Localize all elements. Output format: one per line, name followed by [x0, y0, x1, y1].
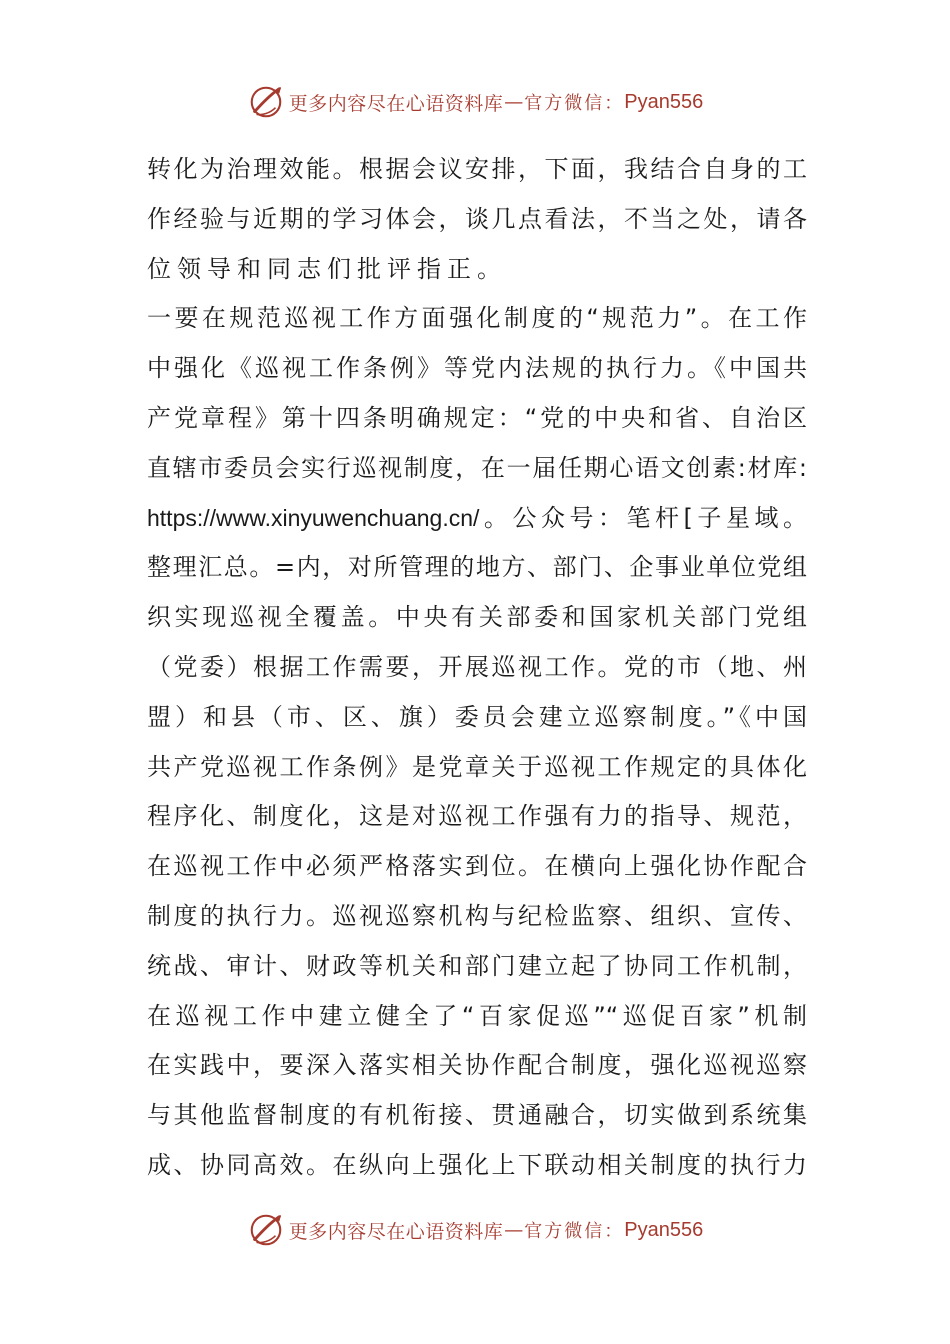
body-line: 成、协同高效。在纵向上强化上下联动相关制度的执行力 [147, 1150, 807, 1179]
body-line: 织实现巡视全覆盖。中央有关部委和国家机关部门党组 [147, 603, 807, 632]
pen-logo-icon [247, 83, 285, 121]
body-line: （党委）根据工作需要，开展巡视工作。党的市（地、州 [147, 652, 807, 681]
body-line: 整理汇总。=内，对所管理的地方、部门、企事业单位党组 [147, 553, 807, 582]
body-line: 产党章程》第十四条明确规定：“党的中央和省、自治区 [147, 403, 807, 432]
body-line: 程序化、制度化，这是对巡视工作强有力的指导、规范， [147, 802, 807, 831]
footer-banner [0, 1208, 950, 1252]
body-line: 作经验与近期的学习体会，谈几点看法，不当之处，请各 [147, 204, 807, 233]
website-url-text: https://www.xinyuwenchuang.cn/ [147, 504, 480, 531]
body-line-rest: 。公众号：笔杆[子星域。 [479, 503, 807, 532]
body-line: 与其他监督制度的有机衔接、贯通融合，切实做到系统集 [147, 1101, 807, 1130]
pen-logo-icon [247, 1211, 285, 1249]
banner-separator: — [504, 91, 524, 113]
header-banner [0, 80, 950, 124]
body-line: 转化为治理效能。根据会议安排，下面，我结合自身的工 [147, 155, 807, 183]
body-line: 位领导和同志们批评指正。 [147, 254, 507, 283]
banner-wechat-id: Pyan556 [624, 1218, 704, 1241]
body-line: 在巡视工作中建立健全了“百家促巡”“巡促百家”机制 [147, 1001, 807, 1030]
body-line: 在实践中，要深入落实相关协作配合制度，强化巡视巡察 [147, 1051, 807, 1080]
body-line-with-url [147, 494, 807, 544]
banner-brand-text: 更多内容尽在心语资料库 [288, 92, 504, 115]
body-line: 一要在规范巡视工作方面强化制度的“规范力”。在工作 [147, 304, 807, 333]
body-line: 中强化《巡视工作条例》等党内法规的执行力。《中国共 [147, 354, 807, 383]
banner-contact-label: 官方微信： [524, 1221, 625, 1242]
body-line: 统战、审计、财政等机关和部门建立起了协同工作机制， [147, 951, 807, 980]
banner-contact-label: 官方微信： [524, 93, 625, 114]
body-line: 盟）和县（市、区、旗）委员会建立巡察制度。”《中国 [147, 702, 807, 731]
banner-brand-text: 更多内容尽在心语资料库 [288, 1220, 504, 1243]
body-line: 在巡视工作中必须严格落实到位。在横向上强化协作配合 [147, 852, 807, 881]
document-body [147, 145, 807, 1191]
body-line: 共产党巡视工作条例》是党章关于巡视工作规定的具体化 [147, 752, 807, 781]
body-line: 直辖市委员会实行巡视制度，在一届任期心语文创素:材库: [147, 453, 807, 482]
banner-wechat-id: Pyan556 [624, 90, 704, 113]
banner-separator: — [504, 1219, 524, 1241]
body-line: 制度的执行力。巡视巡察机构与纪检监察、组织、宣传、 [147, 901, 807, 930]
